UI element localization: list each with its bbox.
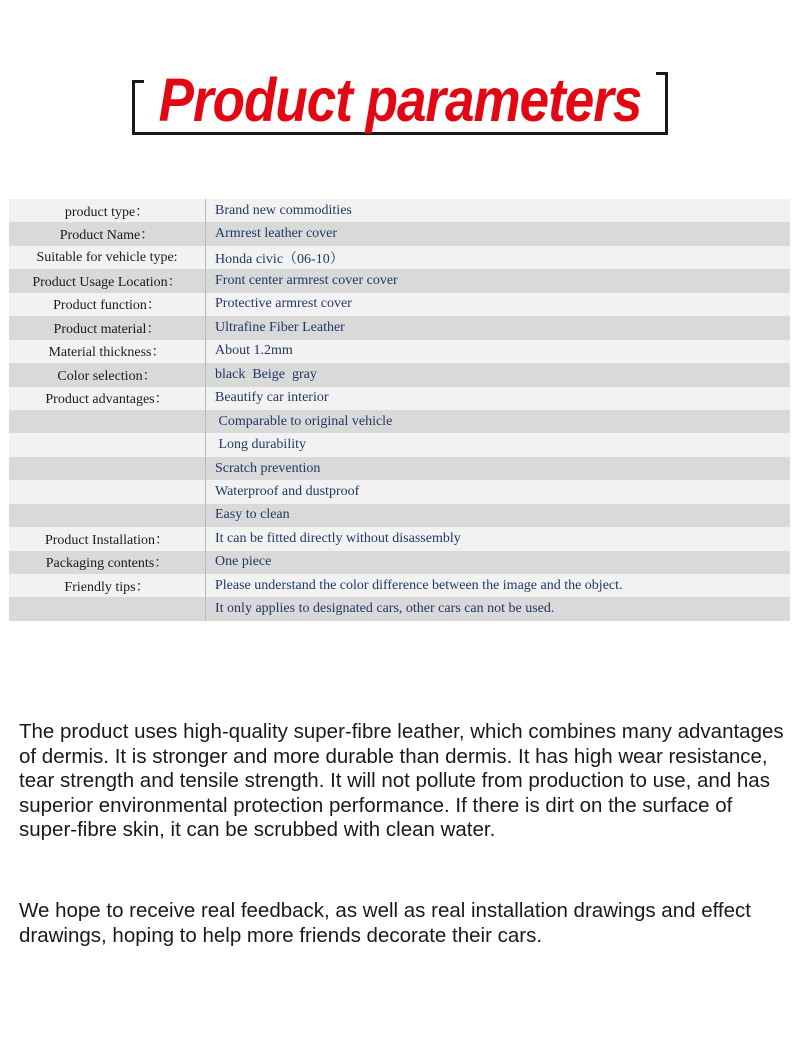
param-value: It only applies to designated cars, other cars can not be used. — [215, 601, 555, 617]
table-row — [9, 340, 790, 363]
param-value: Brand new commodities — [215, 202, 352, 218]
param-label: Product advantages： — [9, 387, 206, 410]
param-value: Honda civic（06-10） — [215, 251, 344, 267]
table-row — [9, 269, 790, 292]
param-label: Color selection： — [9, 363, 206, 386]
table-row — [9, 293, 790, 316]
param-value: One piece — [215, 554, 272, 570]
description-paragraph-1: The product uses high-quality super-fibre leather, which combines many advantages of dermis. It is stronger and more durable than dermis. It has high wear resistance, tear strength and tensile strength. It will not pollute from production to use, and has superior environmental protection performance. If there is dirt on the surface of super-fibre skin, it can be scrubbed with clean water. — [19, 720, 784, 841]
table-row — [9, 480, 790, 503]
param-label: Product Usage Location： — [9, 269, 206, 292]
param-label: Product function： — [9, 293, 206, 316]
param-value: Scratch prevention — [215, 460, 321, 476]
param-label — [9, 457, 206, 480]
param-value: Please understand the color difference between the image and the object. — [215, 577, 623, 593]
table-row — [9, 457, 790, 480]
table-row — [9, 597, 790, 620]
param-value: It can be fitted directly without disassembly — [215, 530, 461, 546]
param-label: product type： — [9, 199, 206, 222]
param-label — [9, 597, 206, 620]
parameters-table-body — [9, 199, 790, 621]
param-label: Product Name： — [9, 222, 206, 245]
table-row — [9, 504, 790, 527]
param-label — [9, 433, 206, 456]
table-row — [9, 410, 790, 433]
table-row — [9, 574, 790, 597]
param-label — [9, 504, 206, 527]
param-value: About 1.2mm — [215, 343, 293, 359]
param-label — [9, 480, 206, 503]
param-value: Long durability — [215, 437, 306, 453]
table-row — [9, 433, 790, 456]
param-label: Material thickness： — [9, 340, 206, 363]
title-bracket-left — [132, 80, 144, 134]
table-row — [9, 387, 790, 410]
title-frame — [132, 67, 668, 135]
table-row — [9, 246, 790, 269]
param-label: Packaging contents： — [9, 551, 206, 574]
table-row — [9, 551, 790, 574]
param-label: Product Installation： — [9, 527, 206, 550]
page-title: Product parameters — [158, 67, 642, 135]
param-label: Friendly tips： — [9, 574, 206, 597]
param-value: Easy to clean — [215, 507, 290, 523]
param-label: Suitable for vehicle type: — [9, 246, 206, 269]
table-row — [9, 527, 790, 550]
param-label — [9, 410, 206, 433]
param-value: Ultrafine Fiber Leather — [215, 319, 345, 335]
param-value: Front center armrest cover cover — [215, 273, 398, 289]
param-value: Protective armrest cover — [215, 296, 352, 312]
parameters-table — [9, 199, 790, 621]
table-row — [9, 199, 790, 222]
description-paragraph-2: We hope to receive real feedback, as well as real installation drawings and effect drawings, hoping to help more friends decorate their cars. — [19, 899, 751, 947]
param-value: Comparable to original vehicle — [215, 413, 393, 429]
param-value: Waterproof and dustproof — [215, 483, 360, 499]
table-row — [9, 363, 790, 386]
param-value: Armrest leather cover — [215, 226, 338, 242]
param-value: black Beige gray — [215, 366, 317, 382]
table-row — [9, 316, 790, 339]
title-bracket-right — [656, 72, 668, 135]
param-label: Product material： — [9, 316, 206, 339]
table-row — [9, 222, 790, 245]
param-value: Beautify car interior — [215, 390, 329, 406]
